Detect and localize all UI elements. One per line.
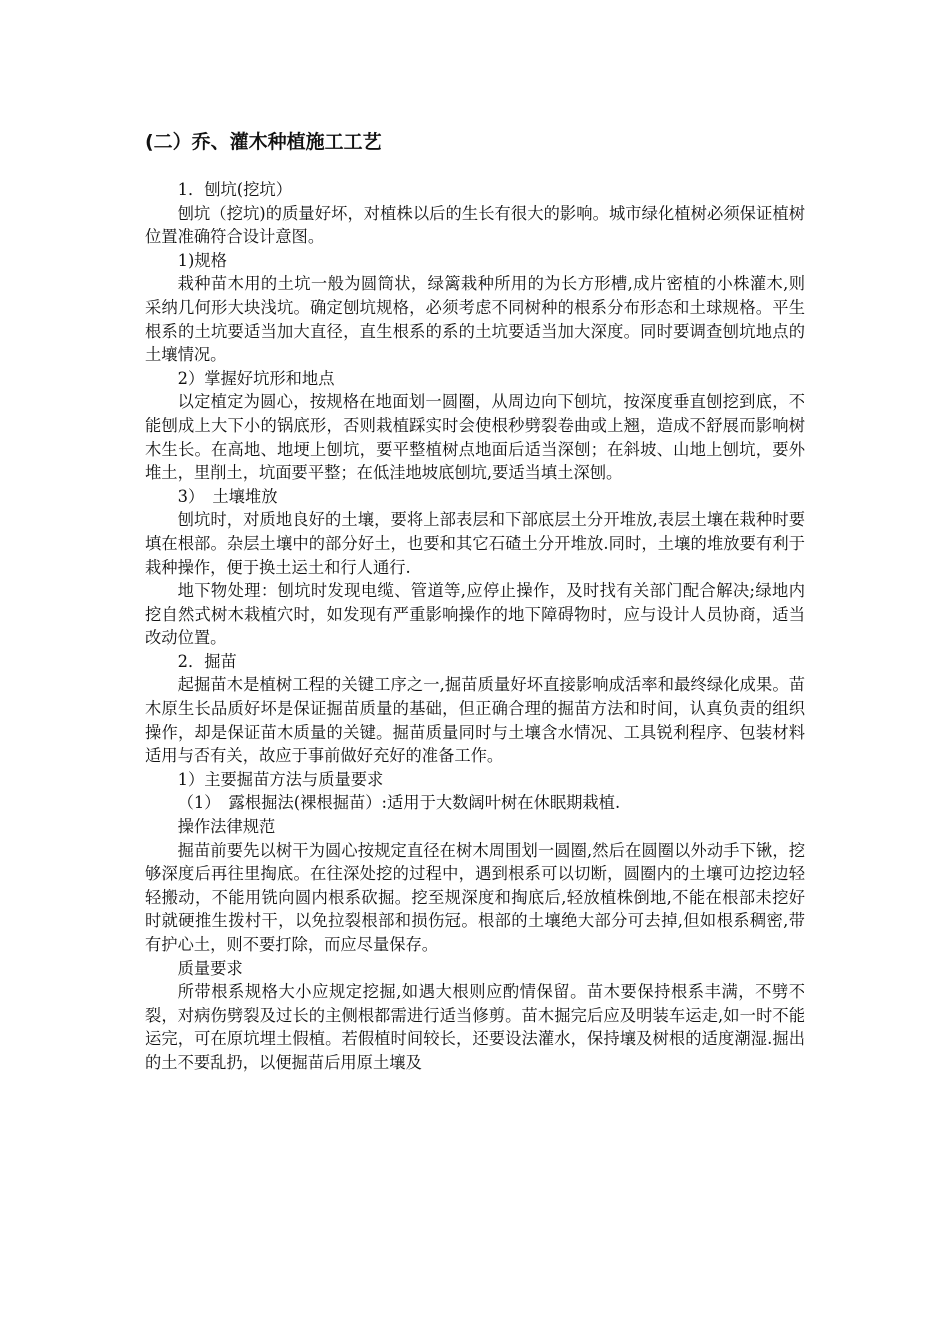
document-page (145, 128, 805, 1075)
heading-digging-pits: 1．刨坑(挖坑） (177, 180, 292, 199)
paragraph: 栽种苗木用的土坑一般为圆筒状，绿篱栽种所用的为长方形槽,成片密植的小株灌木,则采纳几何形大块浅坑。确定刨坑规格，必须考虑不同树种的根系分布形态和土球规格。平生根系的土坑要适当加大直径，直生根系的系的土坑要适当加大深度。同时要调查刨坑地点的土壤情况。 (145, 274, 805, 365)
paragraph: 刨坑时，对质地良好的土壤，要将上部表层和下部底层土分开堆放,表层土壤在栽种时要填在根部。杂层土壤中的部分好土，也要和其它石碴土分开堆放.同时，土壤的堆放要有利于栽种操作，便于换土运土和行人通行. (145, 510, 805, 577)
section-title: (二）乔、灌木种植施工工艺 (145, 131, 382, 153)
heading-specification: 1)规格 (177, 250, 227, 270)
paragraph: 刨坑（挖坑)的质量好坏，对植株以后的生长有很大的影响。城市绿化植树必须保证植树位置准确符合设计意图。 (145, 203, 805, 247)
heading-pit-shape: 2）掌握好坑形和地点 (177, 368, 335, 388)
heading-main-methods: 1）主要掘苗方法与质量要求 (177, 769, 384, 789)
paragraph: 掘苗前要先以树干为圆心按规定直径在树木周围划一圆圈,然后在圆圈以外动手下锹，挖够深度后再往里掏底。在往深处挖的过程中，遇到根系可以切断，圆圈内的土壤可边挖边轻轻搬动，不能用铣向圆内根系砍掘。挖至规深度和掏底后,轻放植株倒地,不能在根部未挖好时就硬推生拨村干，以免拉裂根部和损伤冠。根部的土壤绝大部分可去掉,但如根系稠密,带有护心土，则不要打除，而应尽量保存。 (145, 840, 805, 954)
document-body (145, 178, 805, 1075)
heading-bare-root-method: （1） 露根掘法(裸根掘苗）:适用于大数阔叶树在休眠期栽植. (177, 793, 621, 813)
heading-seedling-digging: 2．掘苗 (177, 651, 237, 671)
paragraph: 所带根系规格大小应规定挖掘,如遇大根则应酌情保留。苗木要保持根系丰满，不劈不裂，对病伤劈裂及过长的主侧根都需进行适当修剪。苗木掘完后应及明装车运走,如一时不能运完，可在原坑埋土假植。若假植时间较长，还要设法灌水，保持壤及树根的适度潮湿.掘出的土不要乱扔，以便掘苗后用原土壤及 (145, 982, 805, 1072)
paragraph: 起掘苗木是植树工程的关键工序之一,掘苗质量好坏直接影响成活率和最终绿化成果。苗木原生长品质好坏是保证掘苗质量的基础，但正确合理的掘苗方法和时间，认真负责的组织操作，却是保证苗木质量的关键。掘苗质量同时与土壤含水情况、工具锐利程序、包装材料适用与否有关，故应于事前做好充好的准备工作。 (145, 675, 805, 766)
paragraph: 以定植定为圆心，按规格在地面划一圆圈，从周边向下刨坑，按深度垂直刨挖到底，不能刨成上大下小的锅底形，否则栽植踩实时会使根秒劈裂卷曲或上翘，造成不舒展而影响树木生长。在高地、地埂上刨坑，要平整植树点地面后适当深刨；在斜坡、山地上刨坑，要外堆土，里削土，坑面要平整；在低洼地坡底刨坑,要适当填土深刨。 (145, 392, 805, 483)
heading-quality-requirements: 质量要求 (177, 958, 243, 978)
heading-soil-stacking: 3） 土壤堆放 (177, 486, 278, 506)
heading-operation-rules: 操作法律规范 (177, 817, 276, 837)
paragraph: 地下物处理：刨坑时发现电缆、管道等,应停止操作，及时找有关部门配合解决;绿地内挖自然式树木栽植穴时，如发现有严重影响操作的地下障碍物时，应与设计人员协商，适当改动位置。 (145, 581, 805, 648)
